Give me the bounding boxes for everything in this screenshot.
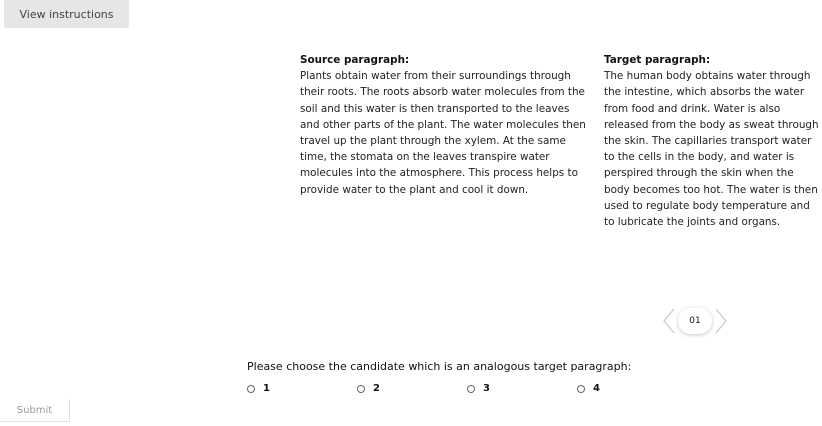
target-paragraph-title: Target paragraph: bbox=[604, 54, 711, 66]
source-paragraph-text: Plants obtain water from their surroundings through their roots. The roots absorb water molecules from the soil and this water is then transported to the leaves and other parts of the plant. The water molecules then travel up the plant through the xylem. At the same time, the stomata on the leaves transpire water molecules into the atmosphere. This process helps to provide water to the plant and cool it down. bbox=[300, 70, 586, 196]
view-instructions-button[interactable]: View instructions bbox=[4, 0, 129, 28]
submit-button[interactable]: Submit bbox=[0, 399, 70, 422]
candidate-option-4[interactable] bbox=[577, 383, 600, 394]
radio-button[interactable] bbox=[357, 385, 365, 393]
candidate-option-label: 4 bbox=[593, 383, 600, 394]
candidate-option-label: 2 bbox=[373, 383, 380, 394]
radio-button[interactable] bbox=[247, 385, 255, 393]
candidate-option-label: 3 bbox=[483, 383, 490, 394]
candidate-option-1[interactable] bbox=[247, 383, 270, 394]
pager bbox=[662, 306, 728, 336]
source-paragraph bbox=[300, 52, 590, 198]
candidate-options bbox=[0, 383, 822, 397]
candidate-option-label: 1 bbox=[263, 383, 270, 394]
target-paragraph-text: The human body obtains water through the intestine, which absorbs the water from food and drink. Water is also released from the body as sweat through the skin. The capillaries transport water to the cells in the body, and water is perspired through the skin when the body becomes too hot. The water is then used to regulate body temperature and to lubricate the joints and organs. bbox=[604, 70, 819, 229]
radio-button[interactable] bbox=[577, 385, 585, 393]
chevron-left-icon[interactable] bbox=[662, 306, 676, 336]
chevron-right-icon[interactable] bbox=[714, 306, 728, 336]
candidate-option-2[interactable] bbox=[357, 383, 380, 394]
page-number: 01 bbox=[678, 308, 712, 334]
target-paragraph bbox=[604, 52, 820, 230]
source-paragraph-title: Source paragraph: bbox=[300, 54, 410, 66]
question-prompt: Please choose the candidate which is an analogous target paragraph: bbox=[247, 360, 632, 373]
candidate-option-3[interactable] bbox=[467, 383, 490, 394]
radio-button[interactable] bbox=[467, 385, 475, 393]
